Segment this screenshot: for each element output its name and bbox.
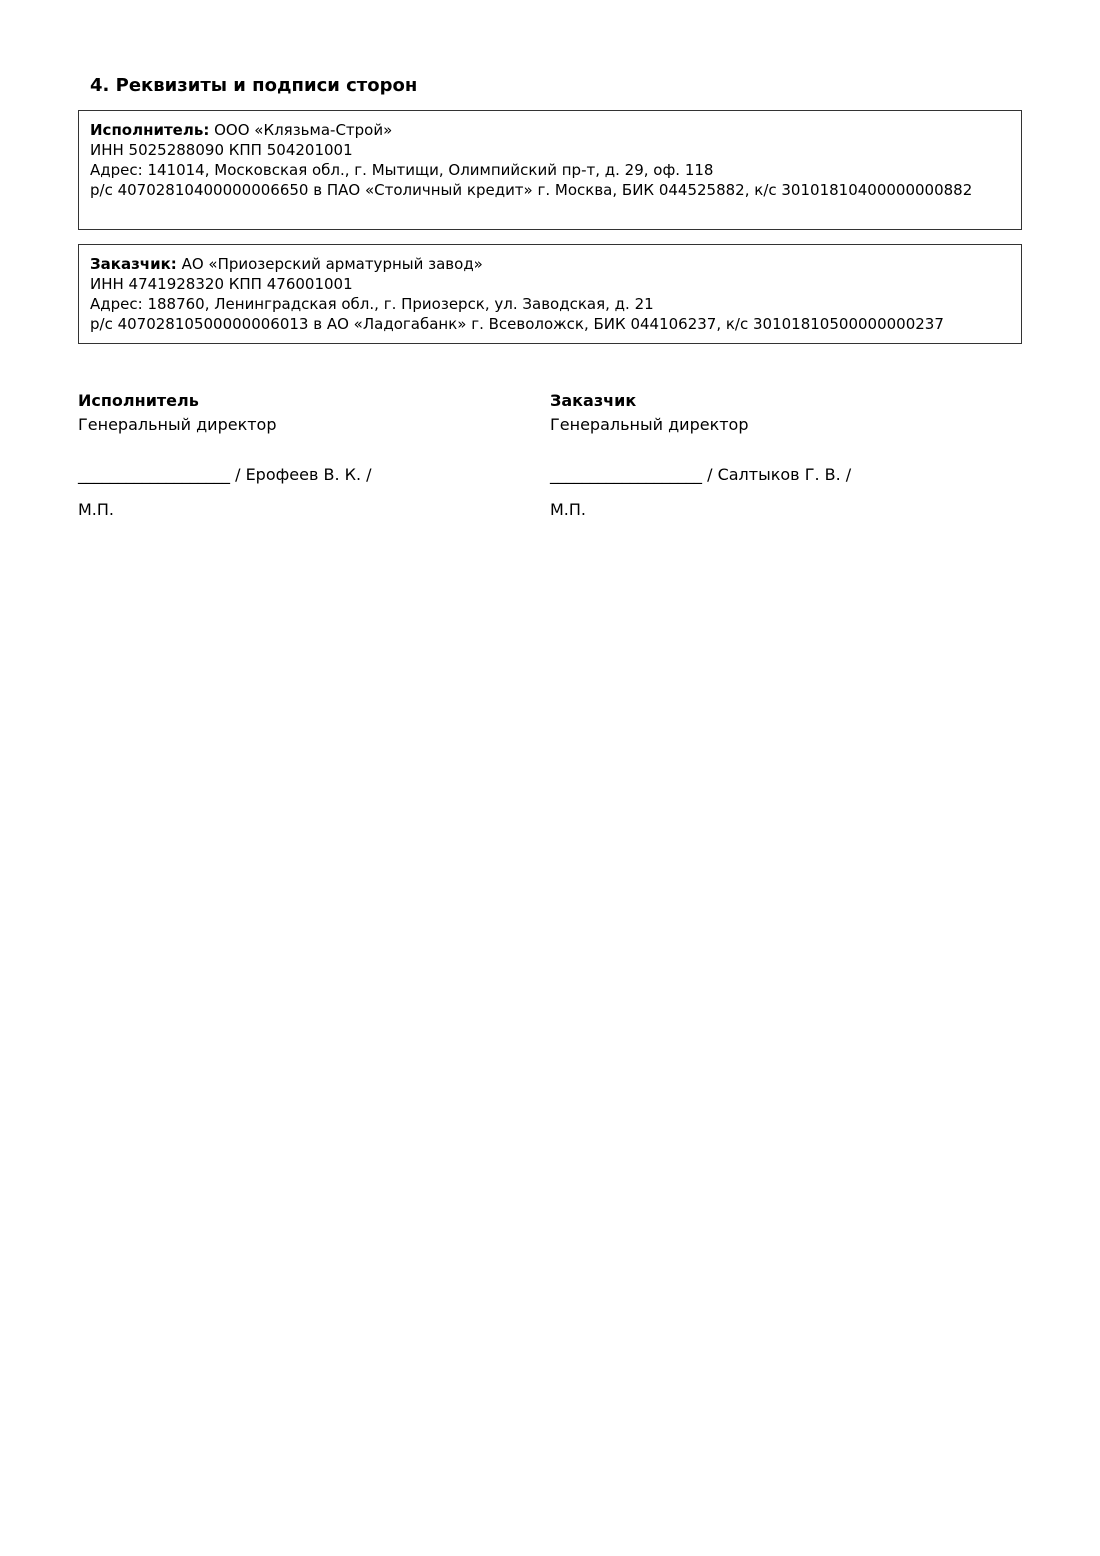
executor-tax-ids: ИНН 5025288090 КПП 504201001: [90, 141, 353, 159]
customer-signature-line: ___________________ / Салтыков Г. В. /: [550, 465, 852, 484]
executor-name: ООО «Клязьма-Строй»: [209, 121, 393, 139]
executor-name-line: [90, 120, 1010, 140]
customer-name: АО «Приозерский арматурный завод»: [176, 255, 483, 273]
customer-stamp-mark: М.П.: [550, 500, 587, 519]
executor-signature-role: Исполнитель: [78, 391, 199, 410]
customer-signature-position: Генеральный директор: [550, 415, 749, 434]
executor-signature-position: Генеральный директор: [78, 415, 277, 434]
executor-bank-details: р/с 40702810400000006650 в ПАО «Столичный кредит» г. Москва, БИК 044525882, к/с 30101810400000000882: [90, 181, 973, 199]
customer-name-line: [90, 254, 1010, 274]
customer-role-label: Заказчик:: [90, 255, 177, 273]
executor-details-box: [78, 110, 1022, 230]
customer-details-box: [78, 244, 1022, 344]
executor-signature-block: [78, 390, 538, 521]
executor-address: Адрес: 141014, Московская обл., г. Мытищи, Олимпийский пр-т, д. 29, оф. 118: [90, 161, 714, 179]
customer-address: Адрес: 188760, Ленинградская обл., г. Приозерск, ул. Заводская, д. 21: [90, 295, 654, 313]
customer-bank-details: р/с 40702810500000006013 в АО «Ладогабанк» г. Всеволожск, БИК 044106237, к/с 30101810500000000237: [90, 315, 944, 333]
customer-tax-ids: ИНН 4741928320 КПП 476001001: [90, 275, 353, 293]
customer-signature-block: [550, 390, 1010, 521]
customer-signature-role: Заказчик: [550, 391, 637, 410]
executor-role-label: Исполнитель:: [90, 121, 210, 139]
executor-stamp-mark: М.П.: [78, 500, 115, 519]
section-title: 4. Реквизиты и подписи сторон: [90, 75, 418, 96]
executor-signature-line: ___________________ / Ерофеев В. К. /: [78, 465, 372, 484]
